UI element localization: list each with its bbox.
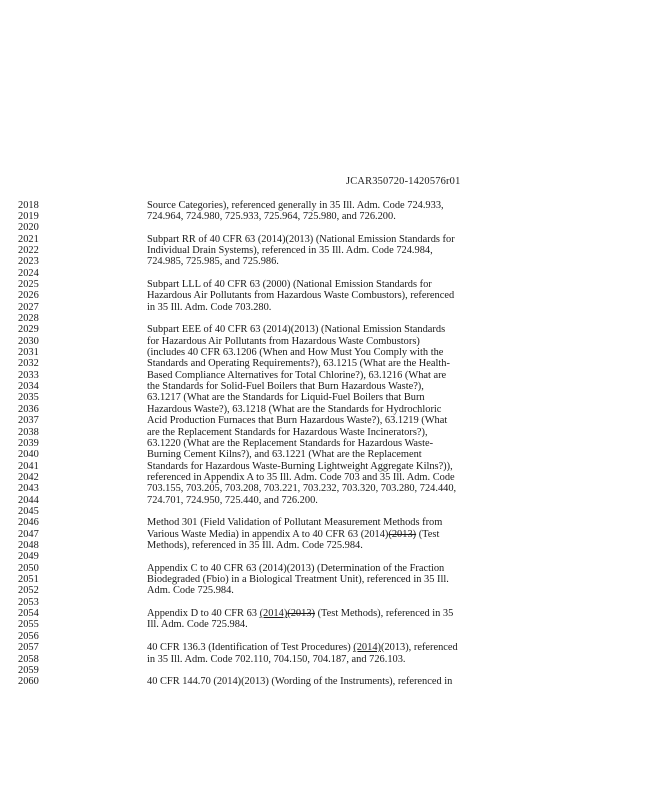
line-number: 2055 bbox=[18, 619, 39, 631]
text-line bbox=[147, 654, 477, 665]
line-number: 2019 bbox=[18, 210, 39, 222]
text-line bbox=[147, 404, 477, 415]
text-segment: 40 CFR 136.3 (Identification of Test Procedures) bbox=[147, 642, 354, 654]
line-number: 2035 bbox=[18, 392, 39, 404]
line-number: 2039 bbox=[18, 437, 39, 449]
line-number: 2057 bbox=[18, 642, 39, 654]
line-number: 2029 bbox=[18, 324, 39, 336]
text-segment: Hazardous Air Pollutants from Hazardous Waste Combustors), referenced bbox=[147, 290, 455, 302]
text-line bbox=[147, 256, 477, 267]
text-line bbox=[147, 574, 477, 585]
text-line bbox=[147, 358, 477, 369]
text-segment: for Hazardous Air Pollutants from Hazardous Waste Combustors) bbox=[147, 335, 420, 347]
text-segment: Biodegraded (Fbio) in a Biological Treatment Unit), referenced in 35 Ill. bbox=[147, 574, 449, 586]
text-line bbox=[147, 200, 477, 211]
line-number: 2044 bbox=[18, 494, 39, 506]
line-number: 2042 bbox=[18, 471, 39, 483]
text-segment: Method 301 (Field Validation of Pollutant Measurement Methods from bbox=[147, 517, 443, 529]
text-segment: Based Compliance Alternatives for Total Chlorine?), 63.1216 (What are bbox=[147, 369, 447, 381]
line-number: 2038 bbox=[18, 426, 39, 438]
text-line bbox=[147, 415, 477, 426]
text-line bbox=[147, 392, 477, 403]
line-number: 2026 bbox=[18, 290, 39, 302]
line-number: 2059 bbox=[18, 664, 39, 676]
line-number: 2040 bbox=[18, 449, 39, 461]
text-line bbox=[147, 619, 477, 630]
inserted-text: (2014) bbox=[259, 608, 288, 620]
text-line bbox=[147, 324, 477, 335]
text-line bbox=[147, 438, 477, 449]
text-segment: Methods), referenced in 35 Ill. Adm. Code 725.984. bbox=[147, 540, 363, 551]
text-line bbox=[147, 427, 477, 438]
text-segment: 724.964, 724.980, 725.933, 725.964, 725.980, and 726.200. bbox=[147, 210, 396, 222]
text-segment: 724.985, 725.985, and 725.986. bbox=[147, 256, 279, 268]
line-number: 2051 bbox=[18, 574, 39, 586]
line-number: 2022 bbox=[18, 244, 39, 256]
text-line bbox=[147, 461, 477, 472]
line-number: 2053 bbox=[18, 596, 39, 608]
text-line bbox=[147, 540, 477, 551]
line-number: 2021 bbox=[18, 233, 39, 245]
line-number: 2025 bbox=[18, 278, 39, 290]
text-line bbox=[147, 472, 477, 483]
line-number: 2020 bbox=[18, 222, 39, 234]
text-segment: the Standards for Solid-Fuel Boilers that Burn Hazardous Waste?), bbox=[147, 381, 424, 393]
text-segment: 63.1220 (What are the Replacement Standards for Hazardous Waste- bbox=[147, 437, 434, 449]
text-segment: Individual Drain Systems), referenced in 35 Ill. Adm. Code 724.984, bbox=[147, 244, 433, 256]
text-segment: Subpart EEE of 40 CFR 63 (2014)(2013) (National Emission Standards bbox=[147, 324, 446, 336]
text-segment: referenced in Appendix A to 35 Ill. Adm. Code 703 and 35 Ill. Adm. Code bbox=[147, 471, 455, 483]
line-number: 2045 bbox=[18, 505, 39, 517]
text-segment: Acid Production Furnaces that Burn Hazardous Waste?), 63.1219 (What bbox=[147, 415, 448, 427]
text-line bbox=[147, 608, 477, 619]
line-number: 2049 bbox=[18, 551, 39, 563]
text-segment: (includes 40 CFR 63.1206 (When and How Must You Comply with the bbox=[147, 347, 444, 359]
line-number: 2060 bbox=[18, 676, 39, 688]
text-segment: Subpart RR of 40 CFR 63 (2014)(2013) (National Emission Standards for bbox=[147, 233, 455, 245]
text-line bbox=[147, 211, 477, 222]
text-segment: in 35 Ill. Adm. Code 702.110, 704.150, 704.187, and 726.103. bbox=[147, 653, 406, 665]
text-line bbox=[147, 336, 477, 347]
text-segment: are the Replacement Standards for Hazardous Waste Incinerators?), bbox=[147, 426, 428, 438]
line-number: 2034 bbox=[18, 381, 39, 393]
text-segment: (Test bbox=[416, 528, 440, 540]
text-line bbox=[147, 642, 477, 653]
text-line bbox=[147, 234, 477, 245]
struck-text: (2013) bbox=[287, 608, 315, 620]
text-line bbox=[147, 245, 477, 256]
line-number: 2023 bbox=[18, 256, 39, 268]
line-number: 2033 bbox=[18, 369, 39, 381]
text-line bbox=[147, 449, 477, 460]
text-line bbox=[147, 347, 477, 358]
line-number: 2050 bbox=[18, 562, 39, 574]
text-line bbox=[147, 381, 477, 392]
text-segment: Source Categories), referenced generally in 35 Ill. Adm. Code 724.933, bbox=[147, 199, 444, 211]
text-line bbox=[147, 495, 477, 506]
text-line bbox=[147, 483, 477, 494]
text-segment: 724.701, 724.950, 725.440, and 726.200. bbox=[147, 494, 318, 506]
line-number: 2046 bbox=[18, 517, 39, 529]
text-line bbox=[147, 302, 477, 313]
line-number: 2036 bbox=[18, 403, 39, 415]
line-number: 2052 bbox=[18, 585, 39, 597]
text-segment: 63.1217 (What are the Standards for Liquid-Fuel Boilers that Burn bbox=[147, 392, 425, 404]
text-line bbox=[147, 585, 477, 596]
text-segment: (2013), referenced bbox=[380, 642, 458, 654]
struck-text: (2013) bbox=[388, 528, 417, 540]
text-segment: Hazardous Waste?), 63.1218 (What are the Standards for Hydrochloric bbox=[147, 403, 442, 415]
text-line bbox=[147, 370, 477, 381]
text-segment: in 35 Ill. Adm. Code 703.280. bbox=[147, 301, 272, 313]
text-segment: (Test Methods), referenced in 35 bbox=[314, 608, 454, 620]
line-number: 2041 bbox=[18, 460, 39, 472]
line-number: 2056 bbox=[18, 630, 39, 642]
text-line bbox=[147, 290, 477, 301]
document-header-code: JCAR350720-1420576r01 bbox=[346, 176, 461, 187]
text-line bbox=[147, 517, 477, 528]
text-segment: Adm. Code 725.984. bbox=[147, 585, 234, 597]
line-number: 2043 bbox=[18, 483, 39, 495]
text-segment: 703.155, 703.205, 703.208, 703.221, 703.232, 703.320, 703.280, 724.440, bbox=[147, 483, 457, 495]
line-number: 2027 bbox=[18, 301, 39, 313]
line-number: 2054 bbox=[18, 608, 39, 620]
line-number: 2032 bbox=[18, 358, 39, 370]
line-number: 2024 bbox=[18, 267, 39, 279]
line-number: 2030 bbox=[18, 335, 39, 347]
line-number: 2031 bbox=[18, 347, 39, 359]
line-number: 2047 bbox=[18, 528, 39, 540]
line-number: 2037 bbox=[18, 415, 39, 427]
text-segment: Appendix C to 40 CFR 63 (2014)(2013) (Determination of the Fraction bbox=[147, 562, 445, 574]
text-segment: Burning Cement Kilns?), and 63.1221 (What are the Replacement bbox=[147, 449, 422, 461]
text-segment: 40 CFR 144.70 (2014)(2013) (Wording of the Instruments), referenced in bbox=[147, 676, 453, 688]
text-line bbox=[147, 279, 477, 290]
line-number: 2058 bbox=[18, 653, 39, 665]
text-line bbox=[147, 529, 477, 540]
text-line bbox=[147, 563, 477, 574]
text-segment: Standards for Hazardous Waste-Burning Lightweight Aggregate Kilns?)), bbox=[147, 460, 453, 472]
line-number: 2028 bbox=[18, 313, 39, 324]
text-line bbox=[147, 676, 477, 687]
line-number: 2048 bbox=[18, 540, 39, 551]
text-segment: Subpart LLL of 40 CFR 63 (2000) (National Emission Standards for bbox=[147, 278, 432, 290]
text-segment: Appendix D to 40 CFR 63 bbox=[147, 608, 260, 620]
text-segment: Various Waste Media) in appendix A to 40 CFR 63 (2014) bbox=[147, 528, 389, 540]
line-number: 2018 bbox=[18, 199, 39, 211]
text-segment: Ill. Adm. Code 725.984. bbox=[147, 619, 248, 631]
inserted-text: (2014) bbox=[353, 642, 381, 654]
text-segment: Standards and Operating Requirements?), 63.1215 (What are the Health- bbox=[147, 358, 450, 370]
